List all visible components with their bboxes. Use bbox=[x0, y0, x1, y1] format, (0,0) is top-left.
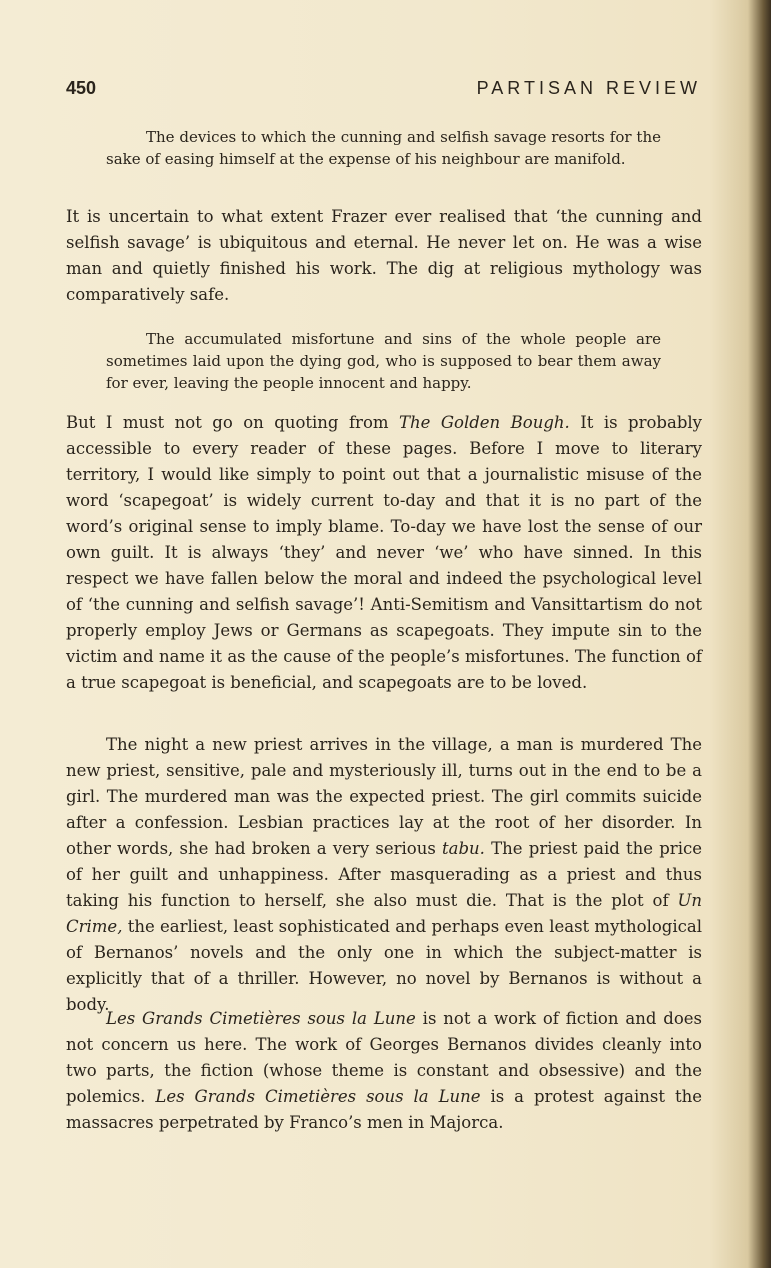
text-run: The night a new priest arrives in the village, a man is murdered The new priest, sensitive, pale and mysteriously ill, turns out in the end to be a girl. The murdered man was the expected priest. The girl commits suicide after a confession. Lesbian practices lay at the root of her disorder. In other words, she had broken a very serious bbox=[66, 735, 702, 858]
text-run: But I must not go on quoting from bbox=[66, 413, 399, 432]
text-run: The priest paid the price of her guilt and unhappiness. After masquerading as a priest and thus taking his function to herself, she also must die. That is the plot of bbox=[66, 839, 702, 910]
text-run: the earliest, least sophisticated and perhaps even least mythological of Bernanos’ novels and the only one in which the subject-matter is explicitly that of a thriller. However, no novel by Bernanos is without a body. bbox=[66, 917, 702, 1014]
page-header bbox=[66, 78, 701, 106]
text-run: It is probably accessible to every reader of these pages. Before I move to literary territory, I would like simply to point out that a journalistic misuse of the word ‘scapegoat’ is widely current to-day and that it is no part of the word’s original sense to imply blame. To-day we have lost the sense of our own guilt. It is always ‘they’ and never ‘we’ who have sinned. In this respect we have fallen below the moral and indeed the psychological level of ‘the cunning and selfish savage’! Anti-Semitism and Vansittartism do not properly employ Jews or Germans as scapegoats. They impute sin to the victim and name it as the cause of the people’s misfortunes. The function of a true scapegoat is beneficial, and scapegoats are to be loved. bbox=[66, 413, 702, 692]
text-run: is not a work of fiction and does not concern us here. The work of Georges Bernanos divides cleanly into two parts, the fiction (whose theme is constant and obsessive) and the polemics. bbox=[66, 1009, 702, 1106]
book-title-grands-cimetieres: Les Grands Cimetières sous la Lune bbox=[106, 1009, 416, 1028]
running-title: PARTISAN REVIEW bbox=[476, 78, 701, 98]
paragraph-un-crime bbox=[66, 732, 702, 1018]
text-run: is a protest against the massacres perpetrated by Franco’s men in Majorca. bbox=[66, 1087, 702, 1132]
book-title-un-crime: Un Crime, bbox=[66, 891, 702, 936]
paragraph-golden-bough bbox=[66, 410, 702, 696]
block-quote-2: The accumulated misfortune and sins of the whole people are sometimes laid upon the dying god, who is supposed to bear them away for ever, leaving the people innocent and happy. bbox=[106, 330, 661, 392]
block-quote-1: The devices to which the cunning and selfish savage resorts for the sake of easing himself at the expense of his neighbour are manifold. bbox=[106, 128, 661, 168]
book-title-golden-bough: The Golden Bough. bbox=[398, 413, 570, 432]
paragraph-grands-cimetieres bbox=[66, 1006, 702, 1136]
word-tabu: tabu. bbox=[442, 839, 485, 858]
paragraph-frazer: It is uncertain to what extent Frazer ever realised that ‘the cunning and selfish savage’ is ubiquitous and eternal. He never let on. He was a wise man and quietly finished his work. The dig at religious mythology was comparatively safe. bbox=[66, 207, 702, 304]
page-number: 450 bbox=[66, 78, 97, 98]
book-title-grands-cimetieres: Les Grands Cimetières sous la Lune bbox=[155, 1087, 481, 1106]
